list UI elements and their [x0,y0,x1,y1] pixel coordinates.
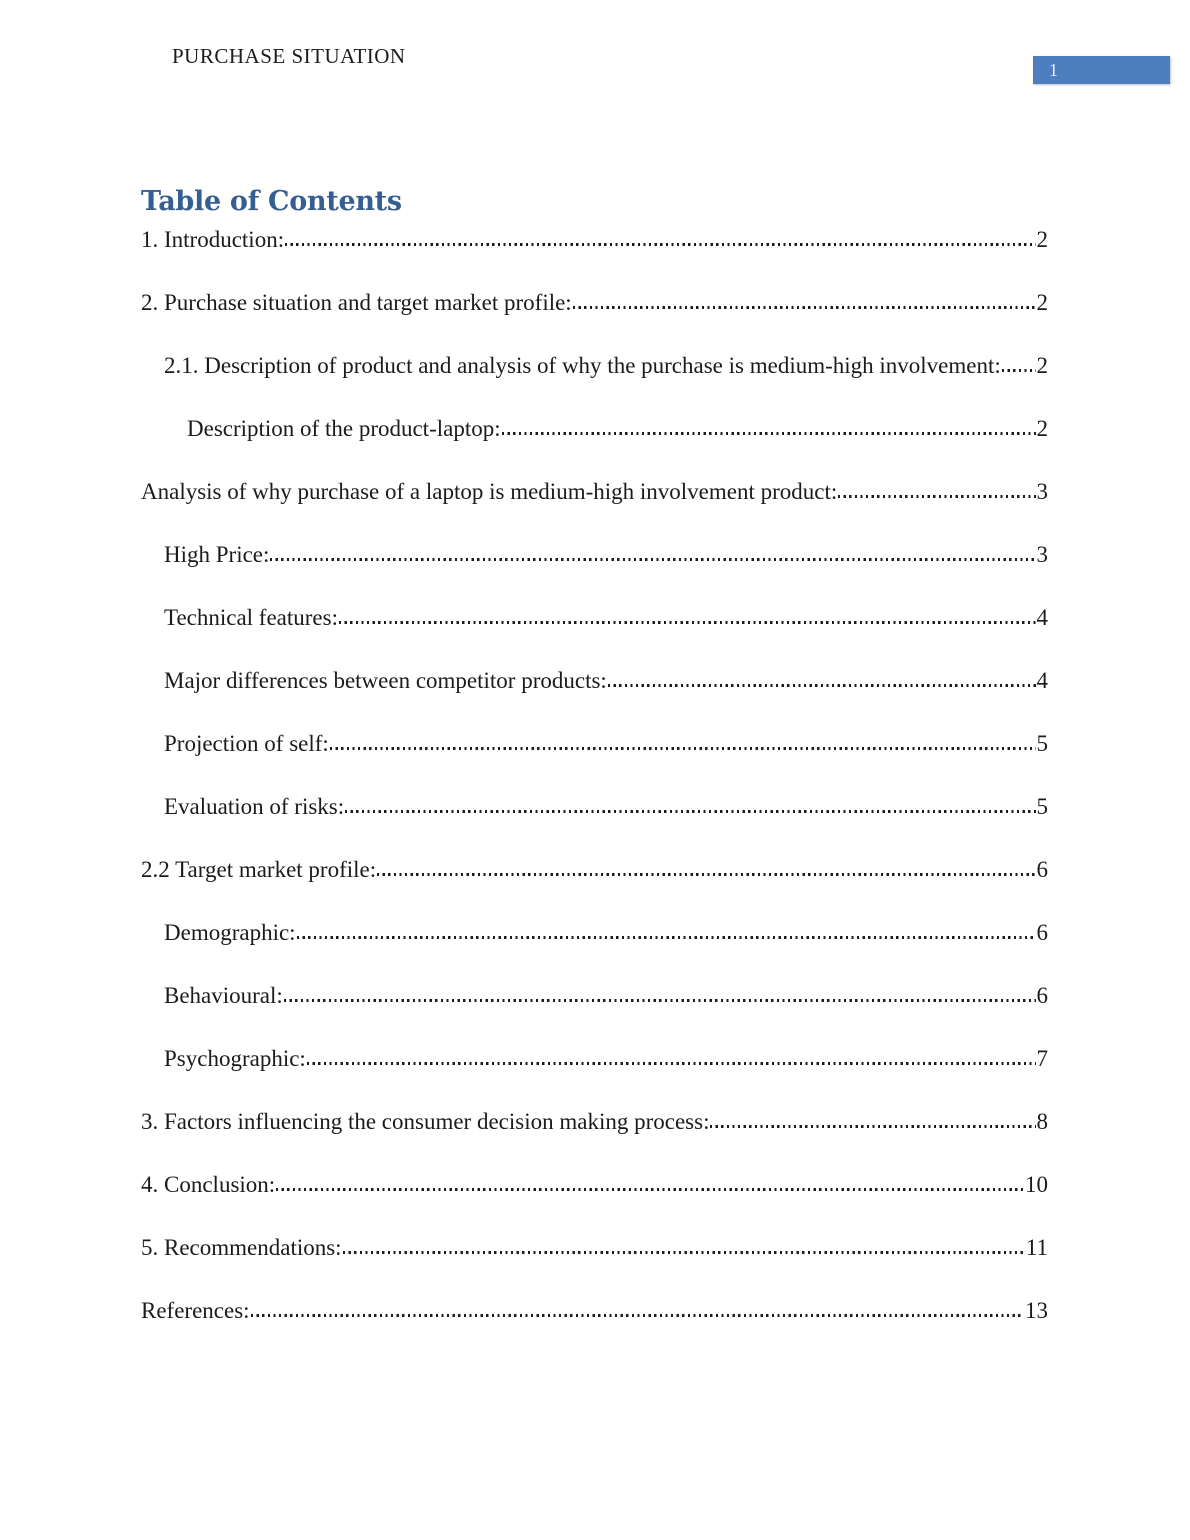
page-number-badge [1033,56,1170,84]
toc-entry-page: 6 [1036,857,1048,883]
dot-leader [573,306,1036,309]
running-header: PURCHASE SITUATION [172,44,406,68]
toc-entry-label: 3. Factors influencing the consumer decision making process: [141,1109,710,1135]
toc-entry[interactable] [141,416,1048,442]
toc-entry-page: 7 [1036,1046,1048,1072]
toc-entry[interactable] [141,857,1048,883]
toc-entry-page: 8 [1036,1109,1048,1135]
toc-entry[interactable] [141,1046,1048,1072]
toc-entry[interactable] [141,605,1048,631]
toc-entry-page: 2 [1036,416,1048,442]
toc-entry-label: Description of the product-laptop: [187,416,501,442]
dot-leader [710,1125,1035,1128]
toc-entry-page: 11 [1025,1235,1048,1261]
toc-entry-label: 2.2 Target market profile: [141,857,377,883]
toc-entry-page: 2 [1036,290,1048,316]
toc-entry[interactable] [141,542,1048,568]
dot-leader [284,999,1036,1002]
toc-entry-page: 5 [1036,794,1048,820]
dot-leader [377,873,1035,876]
toc-entry-page: 3 [1036,542,1048,568]
toc-entry[interactable] [141,479,1048,505]
toc-entry-label: 1. Introduction: [141,227,285,253]
toc-entry-page: 6 [1036,983,1048,1009]
dot-leader [838,495,1035,498]
toc-entry[interactable] [141,794,1048,820]
toc-entry-label: 4. Conclusion: [141,1172,276,1198]
toc-entry[interactable] [141,1172,1048,1198]
toc-entry-page: 3 [1036,479,1048,505]
dot-leader [343,1251,1025,1254]
toc-entry[interactable] [141,1298,1048,1324]
dot-leader [502,432,1036,435]
dot-leader [276,1188,1024,1191]
dot-leader [285,243,1035,246]
toc-entry-page: 2 [1036,227,1048,253]
dot-leader [251,1314,1024,1317]
toc-entry-label: Psychographic: [164,1046,306,1072]
toc-entry[interactable] [141,353,1048,379]
dot-leader [307,1062,1036,1065]
dot-leader [339,621,1036,624]
dot-leader [330,747,1036,750]
toc-entry-label: 2. Purchase situation and target market profile: [141,290,572,316]
toc-list [141,227,1048,1324]
toc-entry-label: Demographic: [164,920,296,946]
dot-leader [608,684,1036,687]
toc-entry-label: Technical features: [164,605,338,631]
toc-entry-page: 13 [1025,1298,1048,1324]
dot-leader [270,558,1035,561]
toc-entry[interactable] [141,290,1048,316]
dot-leader [345,810,1035,813]
page-number: 1 [1049,60,1058,80]
toc-entry[interactable] [141,227,1048,253]
toc-entry-page: 4 [1036,605,1048,631]
toc-entry-label: Behavioural: [164,983,283,1009]
toc-entry[interactable] [141,920,1048,946]
dot-leader [1002,369,1036,372]
toc-entry-page: 10 [1025,1172,1048,1198]
dot-leader [297,936,1036,939]
table-of-contents [141,186,1048,1361]
toc-entry[interactable] [141,731,1048,757]
toc-entry-page: 6 [1036,920,1048,946]
toc-entry-page: 2 [1036,353,1048,379]
toc-title: Table of Contents [141,186,402,217]
toc-entry-page: 4 [1036,668,1048,694]
toc-entry[interactable] [141,668,1048,694]
toc-entry[interactable] [141,1235,1048,1261]
toc-entry-label: Evaluation of risks: [164,794,345,820]
toc-entry-label: Analysis of why purchase of a laptop is medium-high involvement product: [141,479,838,505]
toc-entry[interactable] [141,1109,1048,1135]
toc-entry-label: 2.1. Description of product and analysis of why the purchase is medium-high involvement: [164,353,1001,379]
toc-entry-page: 5 [1036,731,1048,757]
toc-entry-label: Projection of self: [164,731,329,757]
toc-entry[interactable] [141,983,1048,1009]
toc-entry-label: High Price: [164,542,270,568]
toc-entry-label: Major differences between competitor products: [164,668,607,694]
toc-entry-label: 5. Recommendations: [141,1235,342,1261]
toc-entry-label: References: [141,1298,250,1324]
